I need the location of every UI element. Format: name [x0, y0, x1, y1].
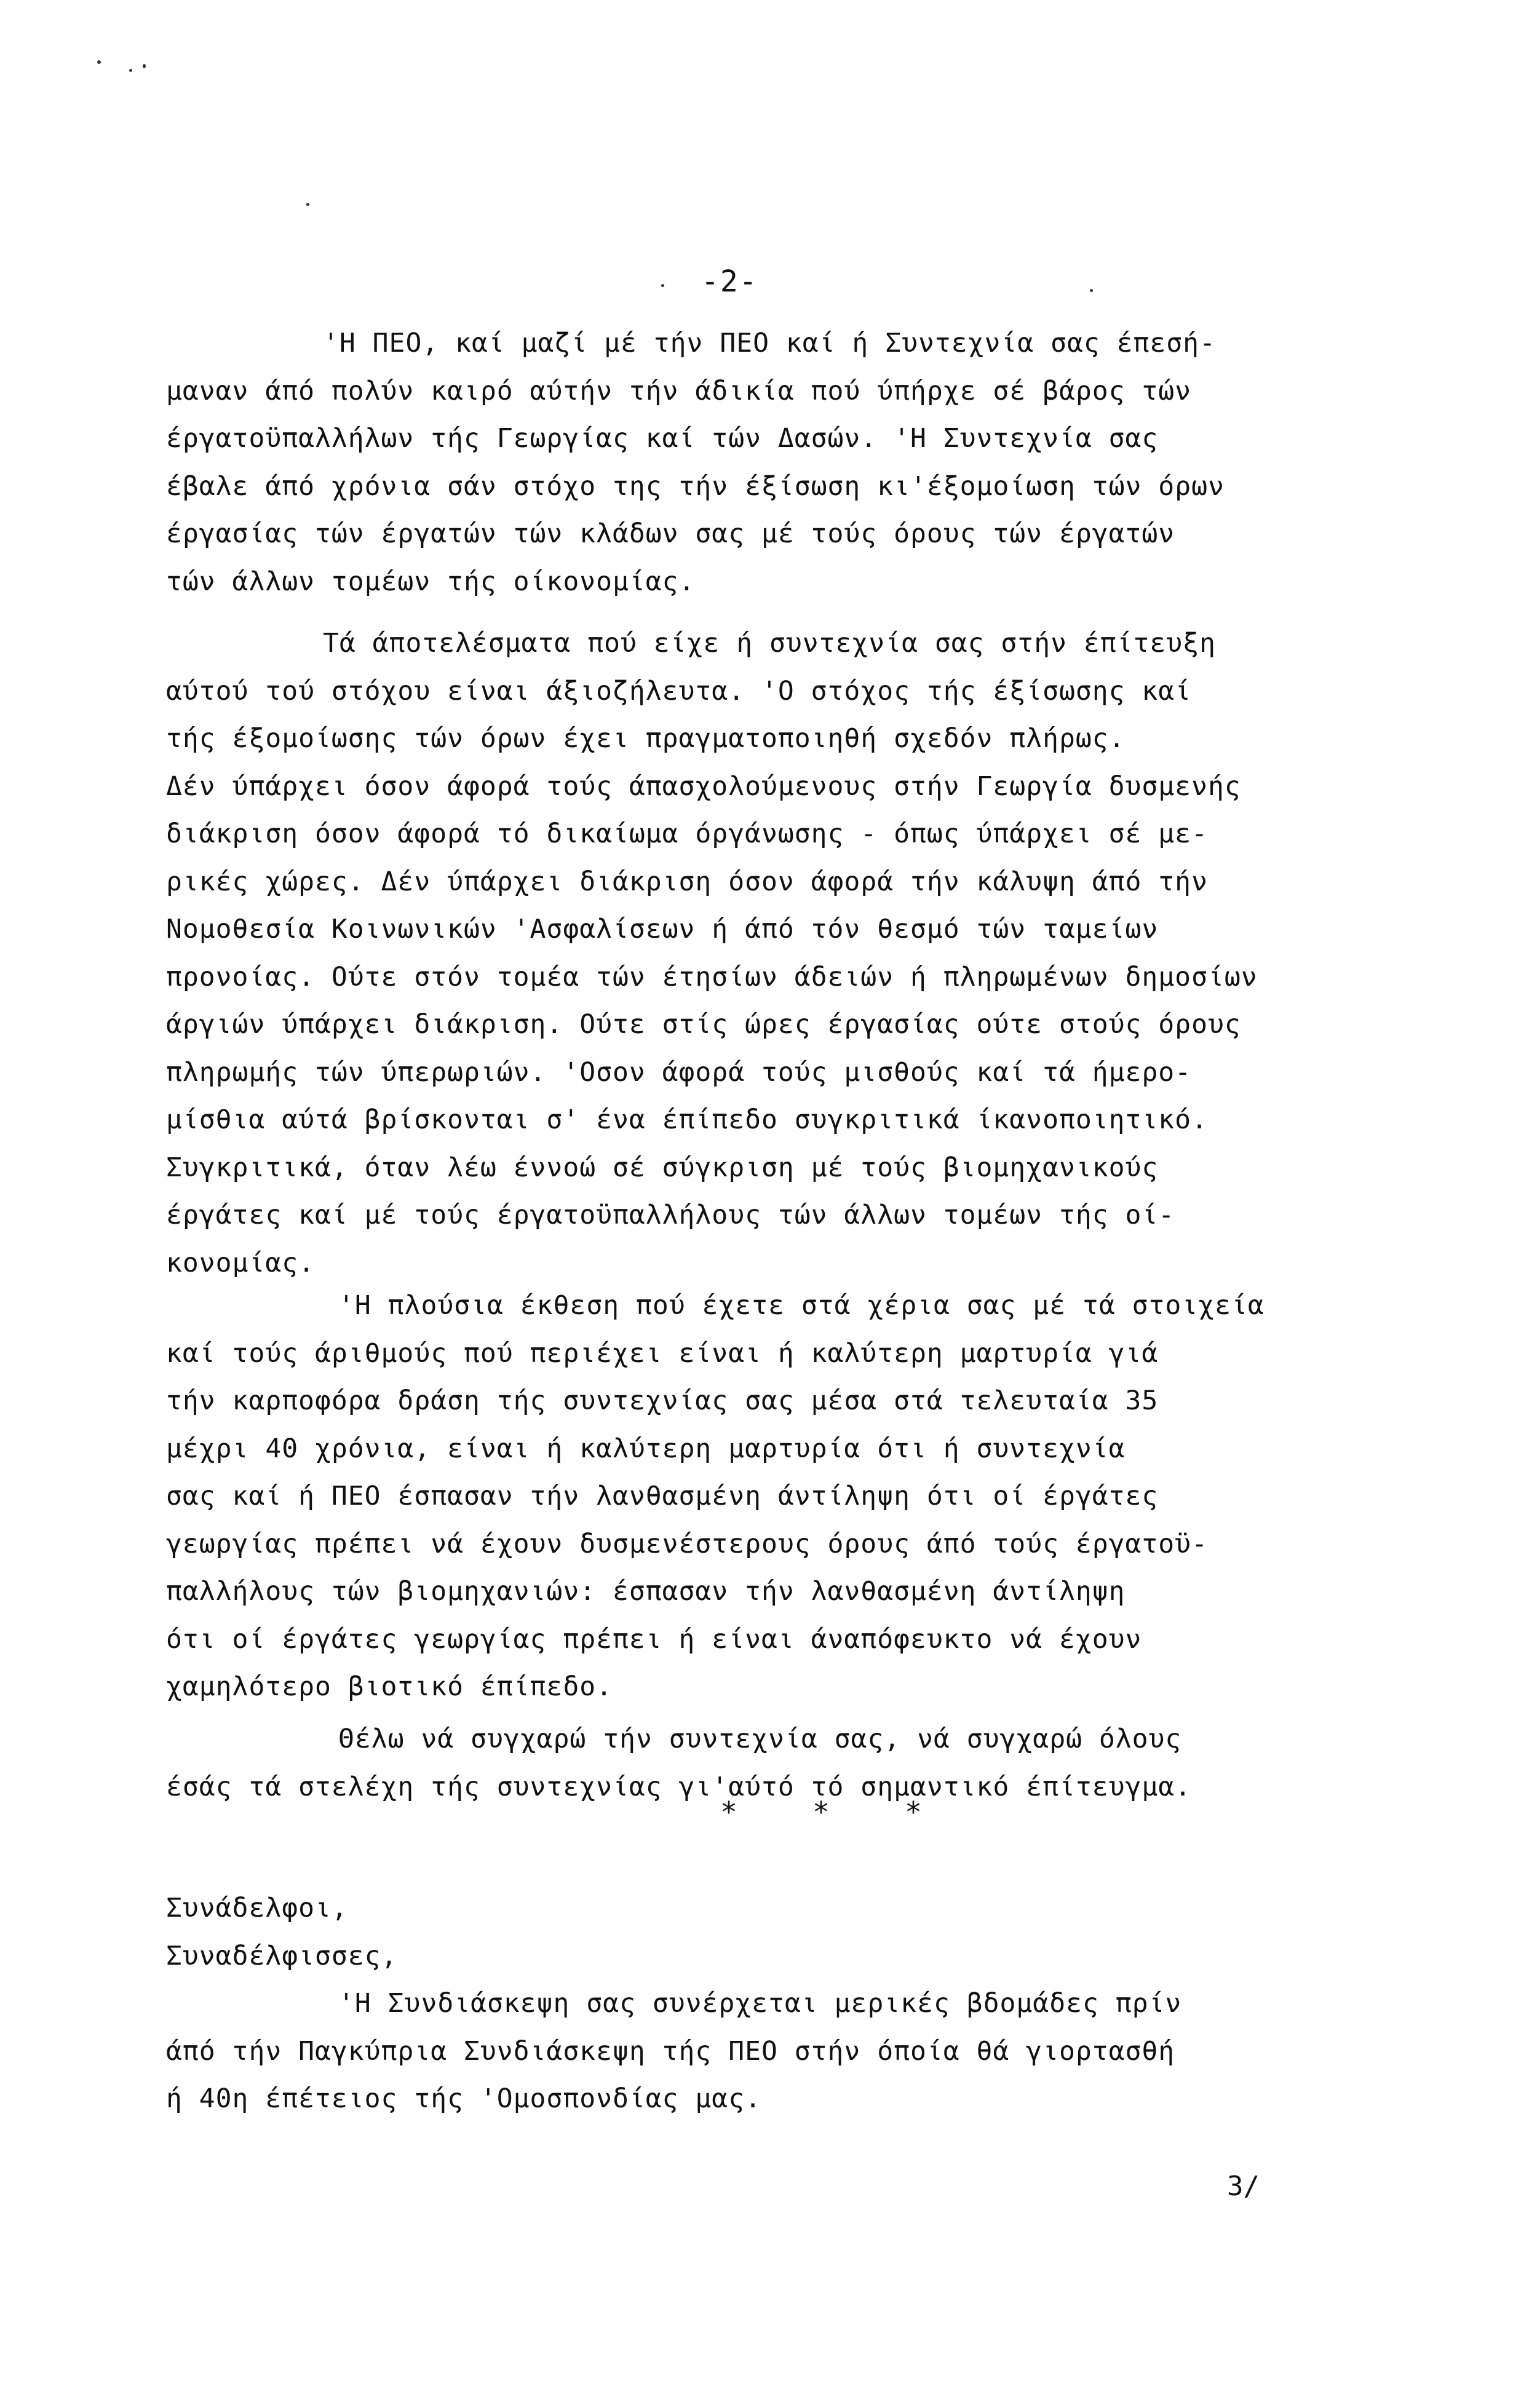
- paragraph-1: [166, 320, 1322, 606]
- closing-paragraph: [166, 1980, 1322, 2123]
- continuation-marker: 3/: [1227, 2171, 1260, 2202]
- text-line: τής έξομοίωσης τών όρων έχει πραγματοποιηθή σχεδόν πλήρως.: [166, 723, 1126, 754]
- text-line: Τά άποτελέσματα πού είχε ή συντεχνία σας στήν έπίτευξη: [323, 628, 1216, 659]
- text-line: γεωργίας πρέπει νά έχουν δυσμενέστερους όρους άπό τούς έργατοϋ-: [166, 1528, 1208, 1559]
- text-line: άπό τήν Παγκύπρια Συνδιάσκεψη τής ΠΕΟ στήν όποία θά γιορτασθή: [166, 2035, 1175, 2067]
- text-line: τών άλλων τομέων τής οίκονομίας.: [166, 566, 696, 597]
- separator-star: *: [905, 1796, 922, 1829]
- text-line: τήν καρποφόρα δράση τής συντεχνίας σας μέσα στά τελευταία 35: [166, 1385, 1159, 1416]
- text-line: έργατοϋπαλλήλων τής Γεωργίας καί τών Δασών. 'Η Συντεχνία σας: [166, 423, 1159, 454]
- text-line: αύτού τού στόχου είναι άξιοζήλευτα. 'Ο στόχος τής έξίσωσης καί: [166, 675, 1192, 707]
- salutation-line: Συναδέλφισσες,: [166, 1940, 398, 1971]
- text-line: έργασίας τών έργατών τών κλάδων σας μέ τούς όρους τών έργατών: [166, 518, 1175, 549]
- text-line: έσάς τά στελέχη τής συντεχνίας γι'αύτό τό σημαντικό έπίτευγμα.: [166, 1771, 1192, 1802]
- scan-speck: [661, 284, 664, 287]
- scan-speck: [129, 69, 132, 72]
- text-line: παλλήλους τών βιομηχανιών: έσπασαν τήν λανθασμένη άντίληψη: [166, 1576, 1126, 1607]
- salutation-line: Συνάδελφοι,: [166, 1893, 348, 1923]
- scan-speck: [1090, 289, 1093, 292]
- text-line: Δέν ύπάρχει όσον άφορά τούς άπασχολούμενους στήν Γεωργία δυσμενής: [166, 770, 1241, 802]
- text-line: 'Η πλούσια έκθεση πού έχετε στά χέρια σας μέ τά στοιχεία: [338, 1290, 1265, 1321]
- text-line: μίσθια αύτά βρίσκονται σ' ένα έπίπεδο συγκριτικά ίκανοποιητικό.: [166, 1104, 1208, 1135]
- text-line: Συγκριτικά, όταν λέω έννοώ σέ σύγκριση μέ τούς βιομηχανικούς: [166, 1152, 1159, 1183]
- text-line: έβαλε άπό χρόνια σάν στόχο της τήν έξίσωση κι'έξομοίωση τών όρων: [166, 470, 1225, 502]
- salutation: [166, 1885, 1322, 1980]
- text-line: άργιών ύπάρχει διάκριση. Ούτε στίς ώρες έργασίας ούτε στούς όρους: [166, 1009, 1241, 1040]
- text-line: ή 40η έπέτειος τής 'Ομοσπονδίας μας.: [166, 2083, 761, 2114]
- separator-star: *: [720, 1796, 737, 1829]
- scan-speck: [97, 60, 101, 64]
- scan-speck: [306, 203, 309, 206]
- paragraph-2: [166, 620, 1322, 1287]
- text-line: ρικές χώρες. Δέν ύπάρχει διάκριση όσον άφορά τήν κάλυψη άπό τήν: [166, 866, 1208, 897]
- text-line: προνοίας. Ούτε στόν τομέα τών έτησίων άδειών ή πληρωμένων δημοσίων: [166, 961, 1258, 992]
- text-line: 'Η Συνδιάσκεψη σας συνέρχεται μερικές βδομάδες πρίν: [338, 1988, 1182, 2019]
- text-line: πληρωμής τών ύπερωριών. 'Οσον άφορά τούς μισθούς καί τά ήμερο-: [166, 1056, 1192, 1088]
- text-line: 'Η ΠΕΟ, καί μαζί μέ τήν ΠΕΟ καί ή Συντεχνία σας έπεσή-: [323, 328, 1216, 358]
- section-separator: [683, 1796, 959, 1829]
- text-line: Νομοθεσία Κοινωνικών 'Ασφαλίσεων ή άπό τόν θεσμό τών ταμείων: [166, 914, 1159, 945]
- scan-speck: [143, 64, 146, 68]
- text-line: σας καί ή ΠΕΟ έσπασαν τήν λανθασμένη άντίληψη ότι οί έργάτες: [166, 1481, 1159, 1511]
- text-line: διάκριση όσον άφορά τό δικαίωμα όργάνωσης - όπως ύπάρχει σέ με-: [166, 818, 1208, 849]
- text-line: έργάτες καί μέ τούς έργατοϋπαλλήλους τών άλλων τομέων τής οί-: [166, 1200, 1175, 1230]
- text-line: χαμηλότερο βιοτικό έπίπεδο.: [166, 1671, 613, 1702]
- separator-star: *: [812, 1796, 830, 1829]
- text-line: μαναν άπό πολύν καιρό αύτήν τήν άδικία πού ύπήρχε σέ βάρος τών: [166, 375, 1192, 406]
- text-line: καί τούς άριθμούς πού περιέχει είναι ή καλύτερη μαρτυρία γιά: [166, 1337, 1159, 1369]
- text-line: κονομίας.: [166, 1247, 315, 1278]
- text-line: Θέλω νά συγχαρώ τήν συντεχνία σας, νά συγχαρώ όλους: [338, 1724, 1182, 1754]
- text-line: ότι οί έργάτες γεωργίας πρέπει ή είναι άναπόφευκτο νά έχουν: [166, 1623, 1142, 1655]
- page-number: -2-: [701, 264, 758, 299]
- text-line: μέχρι 40 χρόνια, είναι ή καλύτερη μαρτυρία ότι ή συντεχνία: [166, 1433, 1126, 1464]
- paragraph-3: [166, 1282, 1322, 1711]
